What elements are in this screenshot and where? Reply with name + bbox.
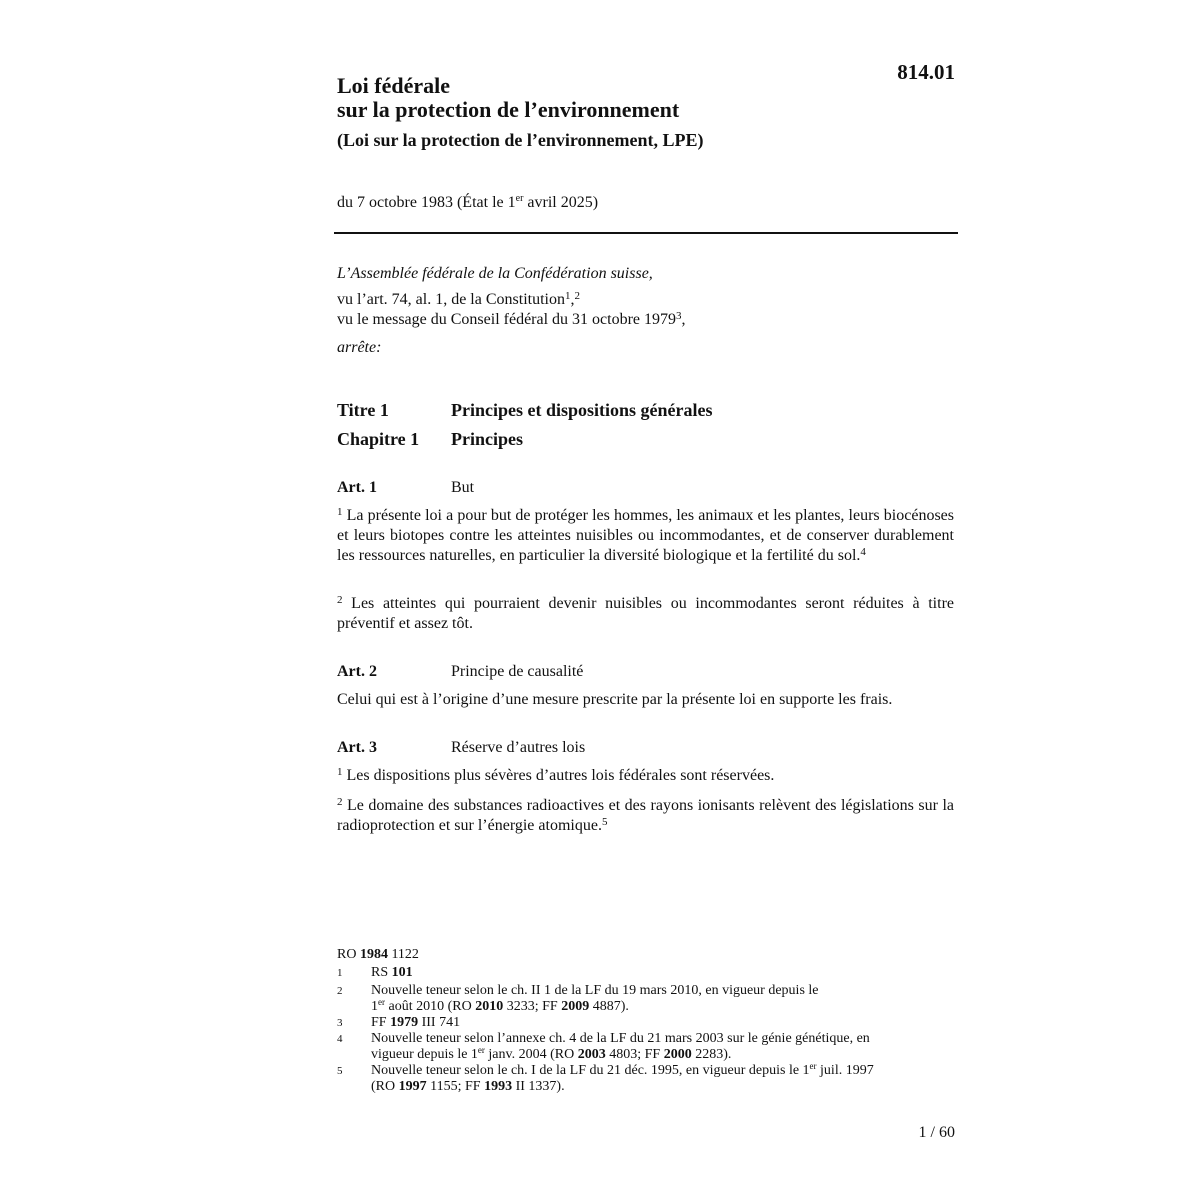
footnote-text — [371, 1080, 971, 1094]
fn-bold: 1993 — [484, 1079, 513, 1094]
fn-bold: 2000 — [663, 1047, 692, 1062]
footnote-2-line-2 — [0, 997, 1200, 1014]
article-number: Art. 3 — [337, 739, 377, 756]
footnote-text — [371, 966, 971, 980]
preamble-sep: , — [570, 291, 575, 308]
footnote-3 — [0, 1016, 1200, 1030]
fn-bold: 2009 — [561, 999, 590, 1014]
chapitre-title: Principes — [451, 429, 523, 449]
fn-sup: er — [378, 997, 385, 1007]
paragraph-number: 1 — [337, 766, 343, 778]
preamble-assembly: L’Assemblée fédérale de la Confédération suisse, — [337, 265, 653, 282]
footnote-text — [371, 997, 971, 1014]
date-suffix: avril 2025) — [523, 194, 599, 211]
fn-part: 1 — [371, 999, 378, 1014]
fn-part: 4803; FF — [605, 1047, 664, 1062]
chapitre-number: Chapitre 1 — [337, 429, 420, 449]
fn-part: 3233; FF — [503, 999, 562, 1014]
fn-part: 1155; FF — [426, 1079, 485, 1094]
ro-page: 1122 — [387, 947, 419, 962]
law-date — [337, 193, 598, 213]
footnote-number: 5 — [337, 1065, 343, 1077]
paragraph-text: La présente loi a pour but de protéger les hommes, les animaux et les plantes, leurs biocénoses et leurs biotopes contre les atteintes nuisibles ou incommodantes, et de conserver durablement les ressources naturelles, en particulier la diversité biologique et la fertilité du sol. — [337, 507, 954, 564]
fn-sup: er — [809, 1061, 817, 1071]
article-title: Principe de causalité — [451, 663, 584, 680]
fn-part: Nouvelle teneur selon le ch. I de la LF du 21 déc. 1995, en vigueur depuis le 1 — [371, 1063, 810, 1078]
preamble-constitution — [337, 290, 580, 310]
title-line-1: Loi fédérale — [337, 73, 451, 98]
footnote-number: 1 — [337, 967, 343, 979]
fn-part: 4887). — [589, 999, 629, 1014]
paragraph-number: 2 — [337, 796, 343, 808]
footnote-5 — [0, 1061, 1200, 1078]
footnote-ref-5[interactable]: 5 — [601, 816, 608, 828]
article-title: But — [451, 479, 475, 496]
fn-part: janv. 2004 (RO — [484, 1047, 578, 1062]
footnote-number: 3 — [337, 1017, 343, 1029]
footnote-text — [371, 1016, 971, 1030]
titre-title: Principes et dispositions générales — [451, 400, 713, 420]
footnote-1 — [0, 966, 1200, 980]
fn-bold: 101 — [391, 965, 413, 980]
titre-number: Titre 1 — [337, 400, 389, 420]
footnote-text: Nouvelle teneur selon le ch. II 1 de la LF du 19 mars 2010, en vigueur depuis le — [371, 983, 819, 998]
footnote-ref-3[interactable]: 3 — [676, 310, 682, 322]
date-prefix: du 7 octobre 1983 (État le 1 — [337, 194, 516, 211]
paragraph-number: 2 — [337, 594, 343, 606]
footnote-4 — [0, 1032, 1200, 1046]
preamble-constitution-text: vu l’art. 74, al. 1, de la Constitution — [337, 291, 565, 308]
title-short: (Loi sur la protection de l’environnement, LPE) — [337, 130, 704, 150]
paragraph-text: Celui qui est à l’origine d’une mesure prescrite par la présente loi en supporte les frais. — [337, 691, 893, 708]
preamble-message-end: , — [681, 311, 686, 328]
fn-part: (RO — [371, 1079, 399, 1094]
paragraph-text: Le domaine des substances radioactives et des rayons ionisants relèvent des législations sur la radioprotection et sur l’énergie atomique. — [337, 797, 954, 834]
footnote-text — [371, 1061, 971, 1078]
article-number: Art. 1 — [337, 479, 377, 496]
page-number: 1 / 60 — [918, 1124, 955, 1141]
preamble-arrete: arrête: — [337, 339, 382, 356]
fn-part: 2283). — [691, 1047, 732, 1062]
footnote-2 — [0, 984, 1200, 998]
article-3-para-1 — [337, 766, 954, 786]
fn-bold: 1997 — [398, 1079, 427, 1094]
fn-part: III 741 — [418, 1015, 461, 1030]
preamble-message — [337, 310, 686, 330]
fn-part: vigueur depuis le 1 — [371, 1047, 478, 1062]
ro-reference — [337, 946, 419, 963]
preamble-message-text: vu le message du Conseil fédéral du 31 octobre 1979 — [337, 311, 677, 328]
footnote-5-line-2 — [0, 1080, 1200, 1094]
title-line-2: sur la protection de l’environnement — [337, 97, 680, 122]
fn-part: juil. 1997 — [816, 1063, 874, 1078]
article-2-para — [337, 690, 954, 710]
ro-prefix: RO — [337, 947, 360, 962]
fn-part: août 2010 (RO — [385, 999, 476, 1014]
paragraph-text: Les dispositions plus sévères d’autres lois fédérales sont réservées. — [342, 767, 775, 784]
fn-bold: 1979 — [390, 1015, 419, 1030]
sr-number: 814.01 — [897, 60, 955, 84]
article-1-para-2 — [337, 594, 954, 634]
fn-part: RS — [371, 965, 392, 980]
footnote-ref-1[interactable]: 1 — [564, 290, 571, 302]
ro-year: 1984 — [359, 947, 388, 962]
article-3-para-2 — [337, 796, 954, 836]
fn-bold: 2003 — [577, 1047, 606, 1062]
fn-part: FF — [371, 1015, 391, 1030]
footnote-4-line-2 — [0, 1045, 1200, 1062]
article-number: Art. 2 — [337, 663, 377, 680]
article-1-para-1 — [337, 506, 954, 566]
fn-bold: 2010 — [475, 999, 504, 1014]
footnote-number: 2 — [337, 985, 343, 997]
footnote-text: Nouvelle teneur selon l’annexe ch. 4 de la LF du 21 mars 2003 sur le génie génétique, en — [371, 1031, 870, 1046]
date-sup: er — [515, 193, 524, 204]
fn-part: II 1337). — [512, 1079, 565, 1094]
paragraph-number: 1 — [337, 506, 343, 518]
footnote-number: 4 — [337, 1033, 343, 1045]
fn-sup: er — [477, 1045, 485, 1055]
footnote-ref-4[interactable]: 4 — [860, 546, 866, 558]
paragraph-text: Les atteintes qui pourraient devenir nuisibles ou incommodantes seront réduites à titre préventif et assez tôt. — [337, 595, 954, 632]
footnote-ref-2[interactable]: 2 — [574, 290, 580, 302]
header-divider — [334, 232, 958, 234]
footnote-text — [371, 1045, 971, 1062]
article-title: Réserve d’autres lois — [451, 739, 586, 756]
